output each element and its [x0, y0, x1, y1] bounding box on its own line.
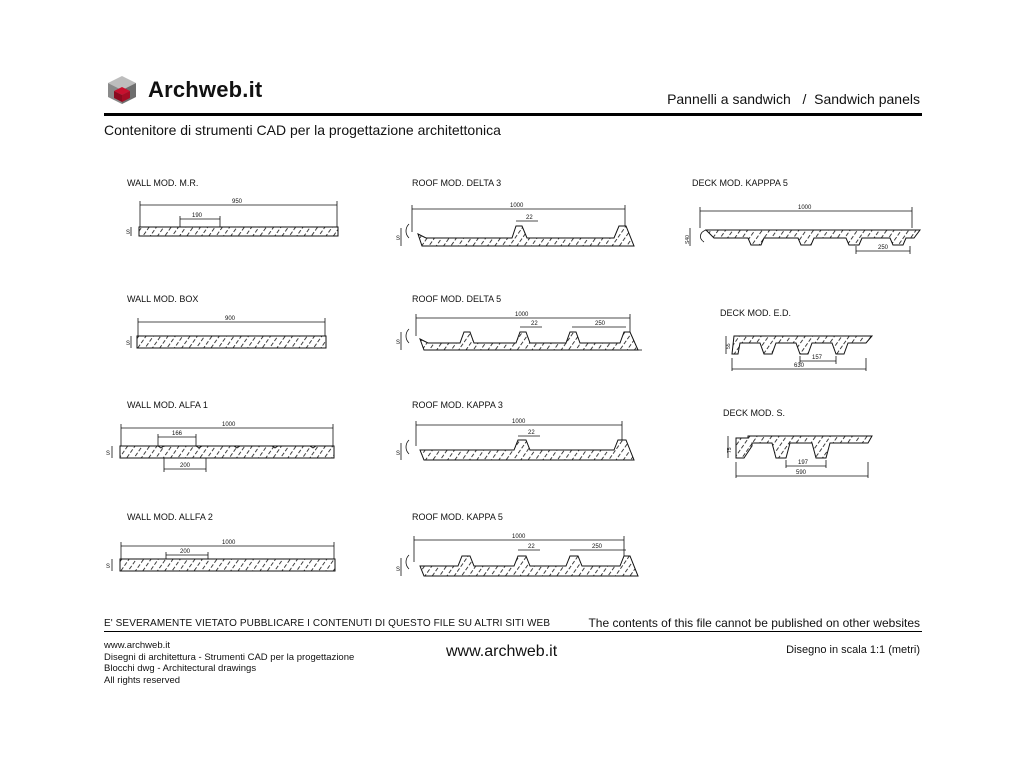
- dimension-label: WALL MOD. ALLFA 2: [127, 512, 213, 522]
- dimension-label: 1000: [222, 540, 236, 546]
- drawing-scale: Disegno in scala 1:1 (metri): [786, 644, 920, 656]
- dimension-label: S: [396, 451, 401, 457]
- panel-label: WALL MOD. M.R.: [127, 178, 199, 188]
- credits-line: All rights reserved: [104, 674, 181, 686]
- dimension-label: 166: [172, 431, 183, 437]
- panel-deck-s: [723, 408, 872, 478]
- panel-wall-allfa-2: [106, 512, 335, 571]
- dimension-label: 200: [180, 549, 191, 555]
- footer-url: www.archweb.it: [446, 643, 558, 660]
- copyright-notice-english: The contents of this file cannot be published on other websites: [588, 616, 920, 630]
- panel-roof-kappa-3: [396, 400, 634, 460]
- dimension-label: 1000: [510, 203, 524, 209]
- dimension-label: 1000: [798, 205, 812, 211]
- dimension-label: DECK MOD. E.D.: [720, 308, 792, 318]
- panel-deck-kappa-5: [685, 178, 920, 254]
- dimension-label: ROOF MOD. DELTA 3: [412, 178, 502, 188]
- dimension-label: 22: [531, 321, 538, 327]
- credits-line: Disegni di architettura - Strumenti CAD per la progettazione: [104, 651, 355, 663]
- dimension-label: S: [396, 236, 401, 242]
- copyright-notice-italian: E' SEVERAMENTE VIETATO PUBBLICARE I CONTENUTI DI QUESTO FILE SU ALTRI SITI WEB: [104, 618, 551, 629]
- dimension-label: 630: [794, 363, 805, 369]
- dimension-label: DECK MOD. S.: [723, 408, 786, 418]
- dimension-label: 200: [180, 463, 191, 469]
- dimension-label: 1000: [515, 312, 529, 318]
- dimension-label: 250: [595, 321, 606, 327]
- dimension-label: S: [126, 341, 131, 347]
- dimension-label: 590: [796, 470, 807, 476]
- dimension-label: 1000: [512, 419, 526, 425]
- panel-wall-alfa-1: [106, 400, 334, 472]
- dimension-label: S: [126, 230, 131, 236]
- credits-line: Blocchi dwg - Architectural drawings: [104, 663, 257, 674]
- page-subtitle: Contenitore di strumenti CAD per la progettazione architettonica: [104, 122, 501, 138]
- dimension-label: 22: [528, 430, 535, 436]
- dimension-label: 75: [727, 447, 733, 453]
- panel-deck-ed: [720, 308, 872, 371]
- footer-divider: [104, 631, 922, 632]
- dimension-label: 157: [812, 355, 823, 361]
- credits-line: www.archweb.it: [104, 640, 170, 651]
- dimension-label: 197: [798, 460, 809, 466]
- dimension-label: S: [106, 564, 111, 570]
- dimension-label: 22: [528, 544, 535, 550]
- dimension-label: 250: [878, 245, 889, 251]
- dimension-label: WALL MOD. ALFA 1: [127, 400, 208, 410]
- page-title: Pannelli a sandwich / Sandwich panels: [667, 91, 920, 107]
- dimension-label: ROOF MOD. DELTA 5: [412, 294, 502, 304]
- dimension-label: S: [396, 567, 401, 573]
- dimension-label: 55: [726, 343, 732, 349]
- dimension-label: 1000: [222, 422, 236, 428]
- dimension-label: S40: [685, 235, 691, 244]
- panel-roof-delta-3: [396, 178, 634, 246]
- panel-wall-box: [126, 294, 326, 348]
- panel-roof-kappa-5: [396, 512, 638, 576]
- dimension-label: S: [396, 340, 401, 346]
- dimension-label: WALL MOD. BOX: [127, 294, 199, 304]
- panel-roof-delta-5: [396, 294, 642, 350]
- dimension-label: 190: [192, 213, 203, 219]
- dimension-label: 250: [592, 544, 603, 550]
- dimension-label: S: [106, 451, 111, 457]
- dimension-label: DECK MOD. KAPPPA 5: [692, 178, 788, 188]
- brand-name: Archweb.it: [148, 77, 263, 102]
- dimension-label: ROOF MOD. KAPPA 3: [412, 400, 503, 410]
- dimension-label: 22: [526, 215, 533, 221]
- dimension-label: ROOF MOD. KAPPA 5: [412, 512, 503, 522]
- credits-block: [104, 640, 354, 686]
- panel-wall-mr: [126, 178, 338, 236]
- dimension-label: 1000: [512, 534, 526, 540]
- dimension-label: 950: [232, 199, 243, 205]
- dimension-label: 900: [225, 316, 236, 322]
